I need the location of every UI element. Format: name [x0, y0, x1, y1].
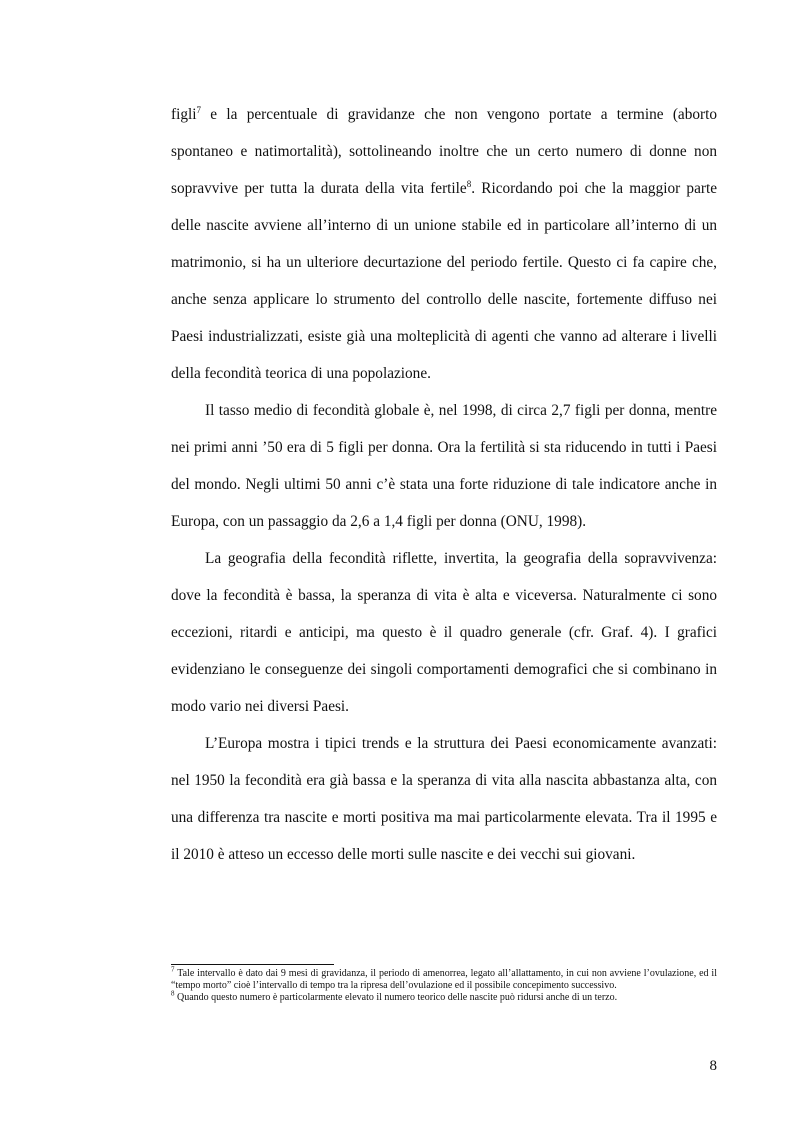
page-number: 8 — [709, 1058, 717, 1074]
footnote-8 — [171, 989, 717, 1004]
footnote-divider — [171, 964, 334, 965]
footnote-ref-7[interactable]: 7 — [196, 104, 201, 115]
footnote-8-number: 8 — [171, 989, 175, 998]
footnotes — [171, 965, 717, 1004]
paragraph-1-start: figli — [171, 106, 197, 123]
page-body — [171, 96, 717, 873]
footnote-8-text: Quando questo numero è particolarmente elevato il numero teorico delle nascite può ridursi anche di un terzo. — [174, 992, 618, 1003]
footnote-7 — [171, 965, 717, 992]
paragraph-1-end: . Ricordando poi che la maggior parte delle nascite avviene all’interno di un unione stabile ed in particolare all’interno di un matrimonio, si ha un ulteriore decurtazione del periodo fertile. Questo ci fa capire che, anche senza applicare lo strumento del controllo delle nascite, fortemente diffuso nei Paesi industrializzati, esiste già una molteplicità di agenti che vanno ad alterare i livelli della fecondità teorica di una popolazione. — [171, 180, 717, 382]
paragraph-4: L’Europa mostra i tipici trends e la struttura dei Paesi economicamente avanzati: nel 1950 la fecondità era già bassa e la speranza di vita alla nascita abbastanza alta, con una differenza tra nascite e morti positiva ma mai particolarmente elevata. Tra il 1995 e il 2010 è atteso un eccesso delle morti sulle nascite e dei vecchi sui giovani. — [171, 735, 717, 863]
paragraph-2: Il tasso medio di fecondità globale è, nel 1998, di circa 2,7 figli per donna, mentre nei primi anni ’50 era di 5 figli per donna. Ora la fertilità si sta riducendo in tutti i Paesi del mondo. Negli ultimi 50 anni c’è stata una forte riduzione di tale indicatore anche in Europa, con un passaggio da 2,6 a 1,4 figli per donna (ONU, 1998). — [171, 402, 717, 530]
footnote-7-number: 7 — [171, 965, 175, 974]
footnote-7-text: Tale intervallo è dato dai 9 mesi di gravidanza, il periodo di amenorrea, legato all’allattamento, in cui non avviene l’ovulazione, ed il “tempo morto” cioè l’intervallo di tempo tra la ripresa dell’ovulazione ed il possibile concepimento successivo. — [171, 968, 717, 991]
footnote-ref-8[interactable]: 8 — [466, 178, 472, 189]
paragraph-1 — [171, 96, 717, 392]
paragraph-3: La geografia della fecondità riflette, invertita, la geografia della sopravvivenza: dove la fecondità è bassa, la speranza di vita è alta e viceversa. Naturalmente ci sono eccezioni, ritardi e anticipi, ma questo è il quadro generale (cfr. Graf. 4). I grafici evidenziano le conseguenze dei singoli comportamenti demografici che si combinano in modo vario nei diversi Paesi. — [171, 550, 717, 715]
paragraph-1-middle: e la percentuale di gravidanze che non vengono portate a termine (aborto spontaneo e natimortalità), sottolineando inoltre che un certo numero di donne non sopravvive per tutta la durata della vita fertile — [171, 106, 717, 197]
